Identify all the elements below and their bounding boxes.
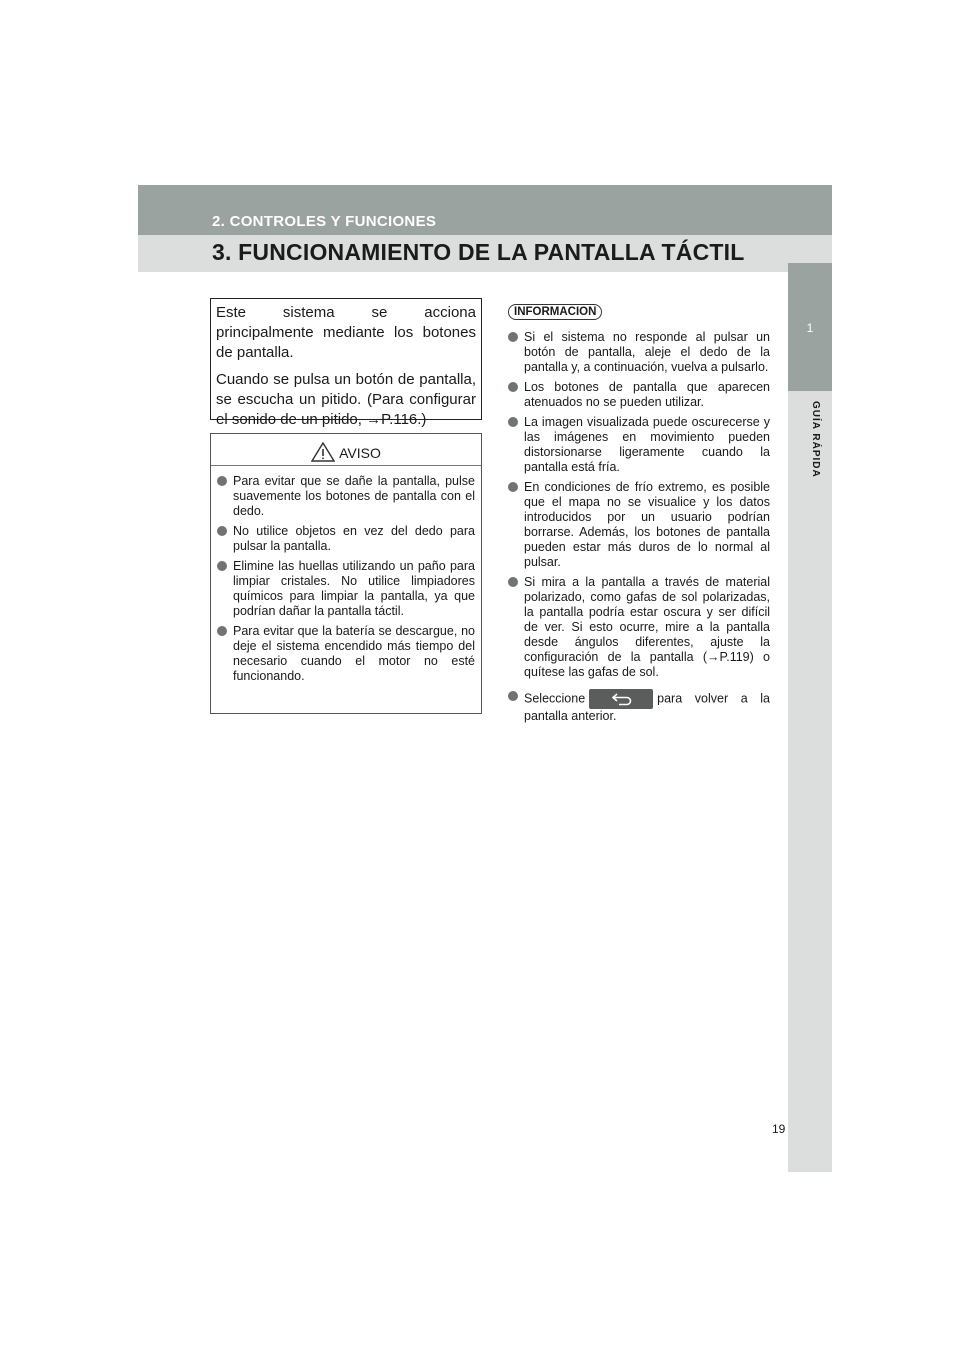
chapter-number: 1 [806,321,814,335]
warning-triangle-icon [311,442,335,462]
return-button-image [589,689,653,709]
info-item: Si mira a la pantalla a través de material polarizado, como gafas de sol polarizadas, la pantalla podría estar oscura y ser difícil de ver. Si esto ocurre, mire a la pantalla desde ángulos diferentes, ajuste la configuración de la pantalla (→P.119) o quítese las gafas de sol. [508,575,770,680]
info-item: Los botones de pantalla que aparecen atenuados no se pueden utilizar. [508,380,770,410]
info-tag: INFORMACION [508,304,602,320]
info-item-return: Seleccione para volver a la pantalla anterior. [508,689,770,724]
info-section [508,302,770,729]
bullet-icon [508,482,518,492]
return-arrow-icon [611,692,633,706]
info-item: La imagen visualizada puede oscurecerse y las imágenes en movimiento pueden distorsionarse ligeramente cuando la pantalla está fría. [508,415,770,475]
title-band [138,235,788,272]
warning-title: AVISO [339,445,381,461]
bullet-icon [508,691,518,701]
bullet-icon [508,417,518,427]
intro-paragraph-1: Este sistema se acciona principalmente mediante los botones de pantalla. [216,304,476,361]
section-header [138,185,832,235]
page-number: 19 [772,1122,786,1136]
chapter-label: GUÍA RÁPIDA [810,401,821,478]
info-item: Si el sistema no responde al pulsar un botón de pantalla, aleje el dedo de la pantalla y, a continuación, vuelva a pulsarlo. [508,330,770,375]
bullet-icon [508,382,518,392]
page-title: 3. FUNCIONAMIENTO DE LA PANTALLA TÁCTIL [212,239,745,265]
chapter-tab[interactable] [788,263,832,391]
bullet-icon [508,332,518,342]
warning-item: Elimine las huellas utilizando un paño para limpiar cristales. No utilice limpiadores químicos para limpiar la pantalla, ya que podrían dañar la pantalla táctil. [217,559,475,619]
warning-item: Para evitar que la batería se descargue, no deje el sistema encendido más tiempo del necesario cuando el motor no esté funcionando. [217,624,475,684]
warning-item: No utilice objetos en vez del dedo para pulsar la pantalla. [217,524,475,554]
intro-box [210,298,482,428]
bullet-icon [508,577,518,587]
bullet-icon [217,626,227,636]
bullet-icon [217,476,227,486]
intro-paragraph-2: Cuando se pulsa un botón de pantalla, se escucha un pitido. (Para configurar el sonido de un pitido, →P.116.) [216,371,476,428]
info-item: En condiciones de frío extremo, es posible que el mapa no se visualice y los datos introducidos por un usuario podrían borrarse. Además, los botones de pantalla pueden estar más duros de lo normal al pulsar. [508,480,770,570]
side-index [788,235,832,1172]
warning-box [210,433,482,714]
bullet-icon [217,561,227,571]
bullet-icon [217,526,227,536]
warning-header [211,434,481,466]
warning-list [211,466,481,684]
warning-item: Para evitar que se dañe la pantalla, pulse suavemente los botones de pantalla con el dedo. [217,474,475,519]
section-title: 2. CONTROLES Y FUNCIONES [212,213,437,230]
